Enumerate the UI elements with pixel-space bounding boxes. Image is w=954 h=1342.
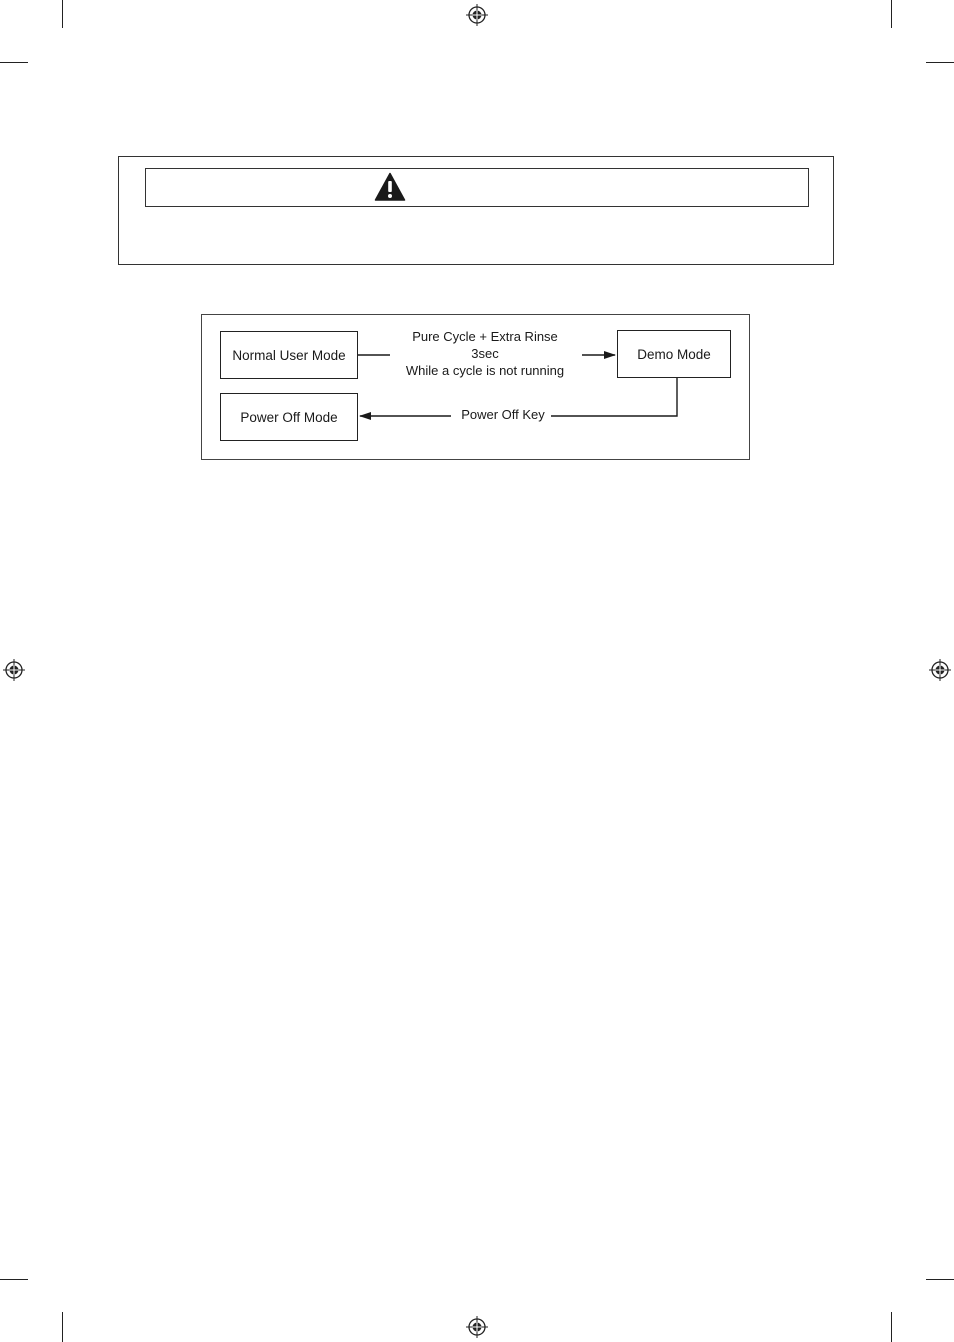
- transition-label-condition: While a cycle is not running: [405, 363, 565, 378]
- crop-mark-bottom-left: [62, 1312, 63, 1342]
- crop-mark-bottom-right-h: [926, 1279, 954, 1280]
- warning-triangle-icon: [374, 172, 406, 202]
- registration-mark-top-icon: [466, 4, 488, 26]
- crop-mark-bottom-left-h: [0, 1279, 28, 1280]
- registration-mark-right-icon: [929, 659, 951, 681]
- crop-mark-top-right: [891, 0, 892, 28]
- demo-mode-label: Demo Mode: [637, 346, 711, 362]
- registration-mark-left-icon: [3, 659, 25, 681]
- power-off-mode-box: [220, 393, 358, 441]
- caution-header-bar: [145, 168, 809, 207]
- transition-label-buttons: Pure Cycle + Extra Rinse: [412, 329, 558, 344]
- crop-mark-top-left-h: [0, 62, 28, 63]
- normal-user-mode-box: [220, 331, 358, 379]
- power-off-mode-label: Power Off Mode: [240, 409, 338, 425]
- crop-mark-bottom-right: [891, 1312, 892, 1342]
- normal-user-mode-label: Normal User Mode: [232, 347, 346, 363]
- registration-mark-bottom-icon: [466, 1316, 488, 1338]
- power-off-key-label: Power Off Key: [461, 407, 545, 422]
- crop-mark-top-right-h: [926, 62, 954, 63]
- crop-mark-top-left: [62, 0, 63, 28]
- transition-label-duration: 3sec: [471, 346, 499, 361]
- demo-mode-box: [617, 330, 731, 378]
